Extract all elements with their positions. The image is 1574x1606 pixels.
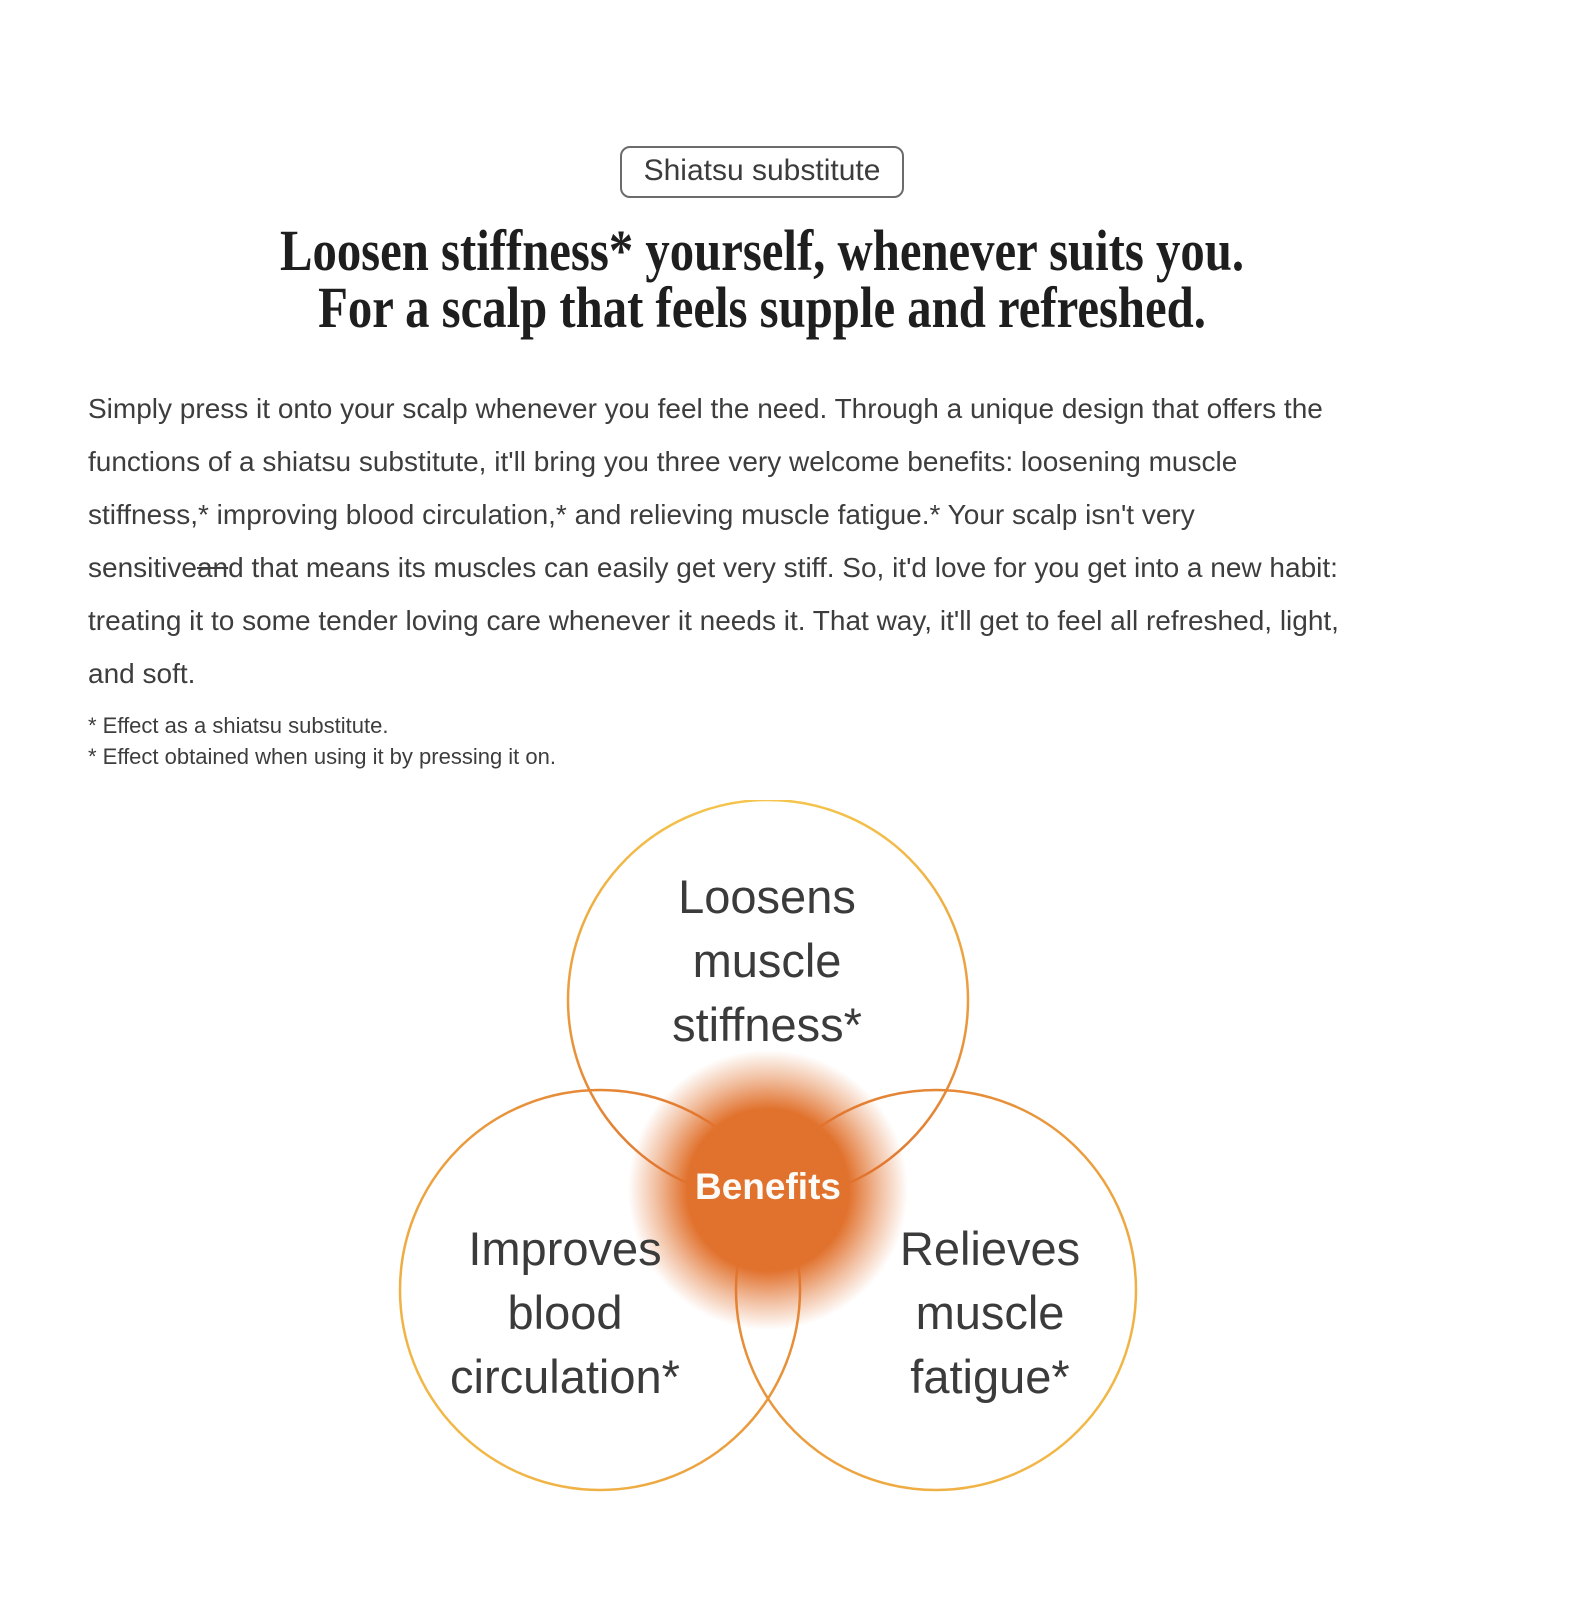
body-text-segment: d that means its muscles can easily get very stiff. So, it'd love for you get into a new habit: <box>228 552 1338 583</box>
footnotes <box>88 710 1436 772</box>
badge-row <box>88 0 1436 198</box>
body-line: and soft. <box>88 658 196 689</box>
page-title <box>196 218 1328 340</box>
label-line: muscle <box>915 1286 1065 1339</box>
body-line: treating it to some tender loving care whenever it needs it. That way, it'll get to feel all refreshed, light, <box>88 605 1339 636</box>
label-line: stiffness* <box>672 998 862 1051</box>
struck-text-segment: an <box>196 552 229 583</box>
body-line-with-strikethrough <box>88 541 1436 594</box>
label-line: fatigue* <box>910 1350 1070 1403</box>
label-line: Relieves <box>899 1222 1081 1275</box>
benefits-venn-diagram <box>390 800 1146 1492</box>
label-line: Loosens <box>678 870 856 923</box>
shiatsu-substitute-badge: Shiatsu substitute <box>620 146 905 198</box>
headline-line-2: For a scalp that feels supple and refreshed. <box>318 275 1206 340</box>
body-paragraph <box>88 382 1436 700</box>
body-line: functions of a shiatsu substitute, it'll bring you three very welcome benefits: loosening muscle <box>88 446 1238 477</box>
bottom-left-circle-label <box>450 1217 680 1409</box>
label-line: Improves <box>468 1222 662 1275</box>
content-column <box>88 0 1436 772</box>
footnote-2: * Effect obtained when using it by pressing it on. <box>88 744 556 769</box>
body-line: Simply press it onto your scalp whenever you feel the need. Through a unique design that offers the <box>88 393 1323 424</box>
label-line: blood <box>507 1286 623 1339</box>
body-line: stiffness,* improving blood circulation,* and relieving muscle fatigue.* Your scalp isn't very <box>88 499 1195 530</box>
top-circle-label <box>672 865 862 1057</box>
label-line: muscle <box>692 934 842 987</box>
footnote-1: * Effect as a shiatsu substitute. <box>88 713 389 738</box>
label-line: circulation* <box>450 1350 680 1403</box>
bottom-right-circle-label <box>900 1217 1080 1409</box>
benefits-center-label: Benefits <box>695 1166 841 1207</box>
headline-line-1: Loosen stiffness* yourself, whenever suits you. <box>279 218 1245 283</box>
body-text-segment: sensitive <box>88 552 197 583</box>
